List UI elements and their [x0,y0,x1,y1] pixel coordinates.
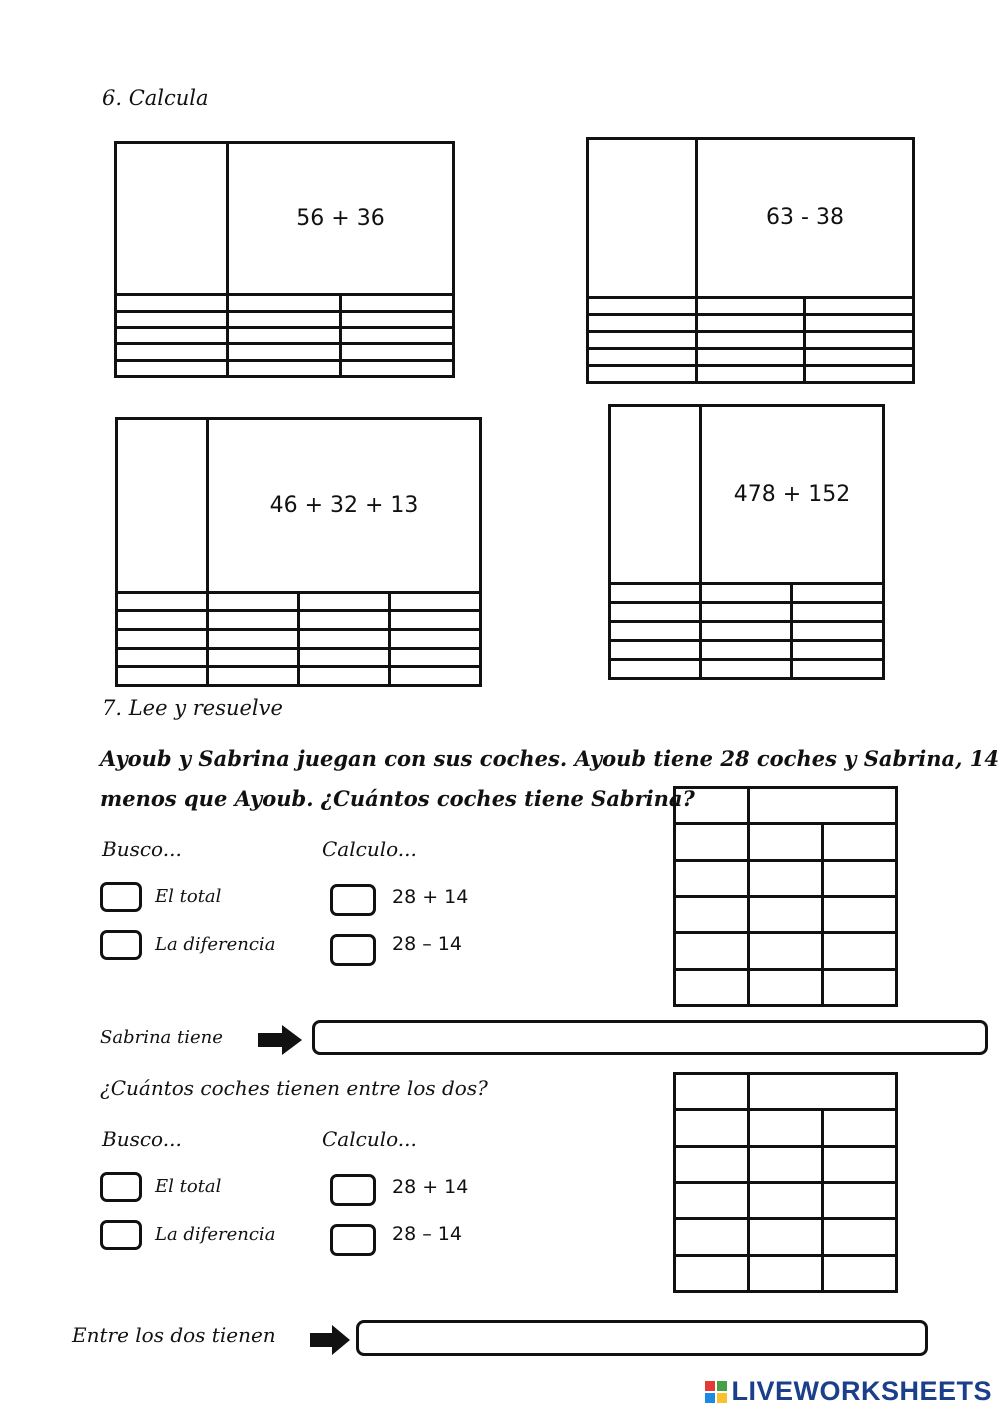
section-6-title: 6. Calcula [102,86,209,110]
calculo-label: Calculo... [322,837,417,861]
checkbox-el-total-2[interactable] [100,1172,142,1202]
section-7-title: 7. Lee y resuelve [102,696,283,720]
checkbox-calc-diff[interactable] [330,934,376,966]
calc-table-3 [115,417,482,687]
arrow-right-icon [258,1025,302,1055]
answer-label-entre-los-dos: Entre los dos tienen [72,1323,276,1347]
calc-table-1 [114,141,455,378]
logo-cube [717,1381,727,1391]
problem-text-line-1: Ayoub y Sabrina juegan con sus coches. Ayoub tiene 28 coches y Sabrina, 14 [100,746,999,771]
checkbox-calc-diff-2[interactable] [330,1224,376,1256]
logo-cubes-icon [705,1381,727,1403]
checkbox-calc-sum-2[interactable] [330,1174,376,1206]
question-entre-los-dos: ¿Cuántos coches tienen entre los dos? [100,1076,488,1100]
calc-diff-option-2: 28 – 14 [392,1223,462,1245]
checkbox-la-diferencia[interactable] [100,930,142,960]
table-operation: 56 + 36 [228,143,454,295]
table-operation: 478 + 152 [701,406,884,584]
calc-table-4 [608,404,885,680]
work-table-1 [673,786,898,1007]
checkbox-la-diferencia-2[interactable] [100,1220,142,1250]
calc-diff-option: 28 – 14 [392,933,462,955]
table-operation: 46 + 32 + 13 [208,419,481,593]
logo-text: LIVEWORKSHEETS [731,1376,992,1406]
option-la-diferencia-2: La diferencia [155,1224,276,1245]
work-table-2 [673,1072,898,1293]
calc-table-2 [586,137,915,384]
logo-cube [705,1393,715,1403]
calculo-label-2: Calculo... [322,1127,417,1151]
logo-cube [717,1393,727,1403]
liveworksheets-logo [705,1376,992,1407]
calc-sum-option-2: 28 + 14 [392,1176,469,1198]
option-la-diferencia: La diferencia [155,934,276,955]
answer-label-sabrina: Sabrina tiene [100,1027,223,1048]
checkbox-calc-sum[interactable] [330,884,376,916]
logo-cube [705,1381,715,1391]
table-operation: 63 - 38 [697,139,914,298]
option-el-total-2: El total [155,1176,222,1197]
answer-input-entre-los-dos[interactable] [356,1320,928,1356]
busco-label-2: Busco... [102,1127,182,1151]
option-el-total: El total [155,886,222,907]
arrow-right-icon [310,1325,350,1355]
busco-label: Busco... [102,837,182,861]
answer-input-sabrina[interactable] [312,1020,988,1055]
checkbox-el-total[interactable] [100,882,142,912]
calc-sum-option: 28 + 14 [392,886,469,908]
problem-text-line-2: menos que Ayoub. ¿Cuántos coches tiene Sabrina? [100,786,695,811]
